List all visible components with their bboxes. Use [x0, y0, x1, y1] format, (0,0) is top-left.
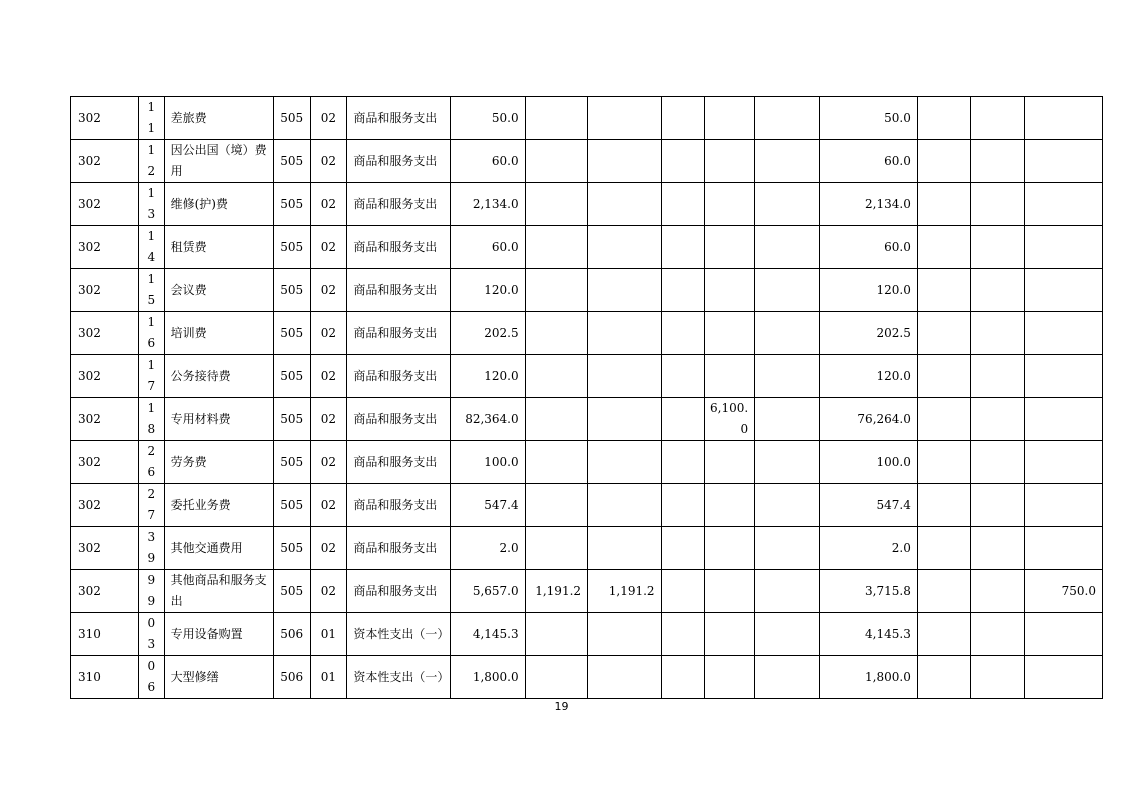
cell-col-1 [525, 527, 587, 570]
cell-col-3 [661, 570, 704, 613]
cell-category: 商品和服务支出 [347, 269, 451, 312]
cell-col-2 [588, 398, 662, 441]
cell-col-8 [971, 613, 1024, 656]
cell-col-2 [588, 613, 662, 656]
cell-sub-code: 02 [310, 226, 347, 269]
cell-func-code: 505 [273, 441, 310, 484]
cell-item-code: 1 6 [138, 312, 164, 355]
cell-sub-code: 02 [310, 312, 347, 355]
cell-col-2: 1,191.2 [588, 570, 662, 613]
table-row [71, 570, 1103, 613]
cell-col-6: 60.0 [819, 226, 917, 269]
cell-total: 50.0 [450, 97, 525, 140]
cell-col-3 [661, 527, 704, 570]
cell-category: 商品和服务支出 [347, 226, 451, 269]
cell-func-code: 506 [273, 656, 310, 699]
cell-col-4 [705, 312, 755, 355]
cell-sub-code: 01 [310, 656, 347, 699]
table-row [71, 269, 1103, 312]
cell-col-7 [917, 312, 970, 355]
cell-col-3 [661, 226, 704, 269]
cell-col-5 [755, 97, 820, 140]
cell-col-8 [971, 226, 1024, 269]
cell-col-5 [755, 269, 820, 312]
cell-total: 547.4 [450, 484, 525, 527]
table-row [71, 527, 1103, 570]
cell-sub-code: 02 [310, 441, 347, 484]
cell-col-2 [588, 484, 662, 527]
cell-total: 5,657.0 [450, 570, 525, 613]
cell-col-6: 120.0 [819, 269, 917, 312]
cell-class-code: 302 [71, 97, 139, 140]
cell-col-4 [705, 441, 755, 484]
cell-col-4 [705, 527, 755, 570]
cell-col-3 [661, 312, 704, 355]
cell-col-5 [755, 484, 820, 527]
cell-col-4 [705, 140, 755, 183]
cell-col-1: 1,191.2 [525, 570, 587, 613]
cell-col-5 [755, 140, 820, 183]
cell-total: 1,800.0 [450, 656, 525, 699]
cell-class-code: 302 [71, 312, 139, 355]
table-row [71, 398, 1103, 441]
cell-col-9 [1024, 527, 1102, 570]
cell-col-1 [525, 226, 587, 269]
cell-category: 商品和服务支出 [347, 570, 451, 613]
cell-func-code: 505 [273, 398, 310, 441]
cell-category: 商品和服务支出 [347, 398, 451, 441]
cell-col-9 [1024, 140, 1102, 183]
cell-col-2 [588, 441, 662, 484]
cell-total: 4,145.3 [450, 613, 525, 656]
budget-table [70, 96, 1103, 699]
cell-col-4 [705, 226, 755, 269]
cell-col-1 [525, 656, 587, 699]
cell-col-4 [705, 97, 755, 140]
cell-col-8 [971, 441, 1024, 484]
cell-item-code: 1 7 [138, 355, 164, 398]
cell-item-code: 1 3 [138, 183, 164, 226]
cell-sub-code: 02 [310, 140, 347, 183]
cell-total: 202.5 [450, 312, 525, 355]
table-row [71, 656, 1103, 699]
cell-col-6: 1,800.0 [819, 656, 917, 699]
cell-col-9 [1024, 183, 1102, 226]
cell-class-code: 310 [71, 613, 139, 656]
cell-col-6: 2.0 [819, 527, 917, 570]
cell-col-8 [971, 355, 1024, 398]
cell-col-9 [1024, 269, 1102, 312]
cell-col-7 [917, 269, 970, 312]
cell-total: 60.0 [450, 226, 525, 269]
cell-class-code: 310 [71, 656, 139, 699]
cell-item-code: 1 1 [138, 97, 164, 140]
cell-col-1 [525, 484, 587, 527]
cell-category: 商品和服务支出 [347, 355, 451, 398]
cell-total: 2.0 [450, 527, 525, 570]
cell-col-5 [755, 527, 820, 570]
cell-col-1 [525, 140, 587, 183]
cell-category: 商品和服务支出 [347, 140, 451, 183]
cell-item-code: 1 4 [138, 226, 164, 269]
cell-col-5 [755, 355, 820, 398]
cell-class-code: 302 [71, 398, 139, 441]
cell-col-6: 60.0 [819, 140, 917, 183]
cell-col-8 [971, 312, 1024, 355]
cell-func-code: 505 [273, 97, 310, 140]
cell-col-9 [1024, 484, 1102, 527]
cell-col-5 [755, 656, 820, 699]
cell-total: 2,134.0 [450, 183, 525, 226]
cell-item-name: 劳务费 [164, 441, 273, 484]
cell-class-code: 302 [71, 269, 139, 312]
cell-col-4 [705, 269, 755, 312]
cell-col-5 [755, 570, 820, 613]
cell-col-3 [661, 613, 704, 656]
cell-col-7 [917, 97, 970, 140]
cell-col-7 [917, 140, 970, 183]
cell-col-3 [661, 355, 704, 398]
cell-item-name: 专用设备购置 [164, 613, 273, 656]
cell-col-9 [1024, 312, 1102, 355]
cell-col-4 [705, 484, 755, 527]
cell-col-5 [755, 183, 820, 226]
cell-col-5 [755, 226, 820, 269]
cell-col-1 [525, 398, 587, 441]
cell-col-4 [705, 570, 755, 613]
cell-sub-code: 02 [310, 484, 347, 527]
cell-col-1 [525, 355, 587, 398]
cell-class-code: 302 [71, 441, 139, 484]
cell-col-9: 750.0 [1024, 570, 1102, 613]
table-row [71, 183, 1103, 226]
cell-sub-code: 02 [310, 570, 347, 613]
cell-col-2 [588, 97, 662, 140]
cell-col-2 [588, 183, 662, 226]
cell-col-8 [971, 656, 1024, 699]
cell-col-3 [661, 484, 704, 527]
cell-col-9 [1024, 355, 1102, 398]
cell-col-1 [525, 269, 587, 312]
cell-col-3 [661, 97, 704, 140]
cell-item-code: 0 3 [138, 613, 164, 656]
cell-total: 82,364.0 [450, 398, 525, 441]
cell-item-code: 0 6 [138, 656, 164, 699]
cell-sub-code: 02 [310, 269, 347, 312]
cell-item-code: 3 9 [138, 527, 164, 570]
cell-class-code: 302 [71, 570, 139, 613]
cell-category: 商品和服务支出 [347, 97, 451, 140]
cell-category: 商品和服务支出 [347, 183, 451, 226]
cell-total: 120.0 [450, 355, 525, 398]
cell-sub-code: 02 [310, 527, 347, 570]
cell-col-6: 100.0 [819, 441, 917, 484]
cell-col-4: 6,100.0 [705, 398, 755, 441]
table-row [71, 97, 1103, 140]
cell-col-7 [917, 570, 970, 613]
cell-class-code: 302 [71, 140, 139, 183]
cell-col-7 [917, 183, 970, 226]
cell-class-code: 302 [71, 226, 139, 269]
cell-item-name: 委托业务费 [164, 484, 273, 527]
cell-col-8 [971, 527, 1024, 570]
cell-col-1 [525, 97, 587, 140]
cell-item-code: 2 7 [138, 484, 164, 527]
cell-category: 商品和服务支出 [347, 441, 451, 484]
cell-col-2 [588, 140, 662, 183]
cell-col-3 [661, 656, 704, 699]
cell-col-8 [971, 484, 1024, 527]
cell-col-5 [755, 441, 820, 484]
table-row [71, 613, 1103, 656]
cell-col-7 [917, 613, 970, 656]
cell-col-9 [1024, 398, 1102, 441]
cell-col-9 [1024, 441, 1102, 484]
cell-class-code: 302 [71, 527, 139, 570]
cell-func-code: 505 [273, 527, 310, 570]
cell-item-name: 专用材料费 [164, 398, 273, 441]
cell-col-8 [971, 269, 1024, 312]
cell-item-name: 会议费 [164, 269, 273, 312]
cell-col-2 [588, 355, 662, 398]
cell-func-code: 505 [273, 355, 310, 398]
cell-total: 120.0 [450, 269, 525, 312]
cell-item-name: 其他商品和服务支出 [164, 570, 273, 613]
cell-col-7 [917, 527, 970, 570]
cell-col-6: 76,264.0 [819, 398, 917, 441]
cell-item-name: 公务接待费 [164, 355, 273, 398]
cell-col-8 [971, 97, 1024, 140]
cell-col-3 [661, 398, 704, 441]
cell-col-6: 3,715.8 [819, 570, 917, 613]
cell-col-7 [917, 398, 970, 441]
cell-col-3 [661, 140, 704, 183]
cell-col-6: 547.4 [819, 484, 917, 527]
cell-col-2 [588, 312, 662, 355]
cell-total: 60.0 [450, 140, 525, 183]
cell-col-5 [755, 613, 820, 656]
cell-item-name: 培训费 [164, 312, 273, 355]
cell-item-code: 9 9 [138, 570, 164, 613]
cell-col-1 [525, 613, 587, 656]
cell-category: 商品和服务支出 [347, 484, 451, 527]
cell-sub-code: 02 [310, 97, 347, 140]
table-row [71, 441, 1103, 484]
cell-category: 商品和服务支出 [347, 312, 451, 355]
cell-col-5 [755, 312, 820, 355]
cell-col-9 [1024, 97, 1102, 140]
cell-col-4 [705, 656, 755, 699]
cell-col-6: 202.5 [819, 312, 917, 355]
cell-col-5 [755, 398, 820, 441]
cell-item-name: 差旅费 [164, 97, 273, 140]
cell-col-7 [917, 656, 970, 699]
cell-col-6: 120.0 [819, 355, 917, 398]
page-number: 19 [554, 700, 569, 713]
cell-class-code: 302 [71, 183, 139, 226]
cell-func-code: 505 [273, 570, 310, 613]
cell-func-code: 505 [273, 312, 310, 355]
cell-col-1 [525, 183, 587, 226]
cell-col-1 [525, 441, 587, 484]
cell-col-7 [917, 441, 970, 484]
cell-item-name: 维修(护)费 [164, 183, 273, 226]
cell-col-4 [705, 183, 755, 226]
cell-func-code: 505 [273, 269, 310, 312]
cell-col-7 [917, 484, 970, 527]
cell-col-8 [971, 570, 1024, 613]
cell-sub-code: 02 [310, 183, 347, 226]
cell-item-code: 1 5 [138, 269, 164, 312]
cell-total: 100.0 [450, 441, 525, 484]
cell-col-2 [588, 656, 662, 699]
cell-category: 资本性支出（一） [347, 656, 451, 699]
cell-col-9 [1024, 613, 1102, 656]
table-row [71, 226, 1103, 269]
cell-col-2 [588, 226, 662, 269]
cell-col-8 [971, 140, 1024, 183]
cell-sub-code: 02 [310, 355, 347, 398]
cell-col-9 [1024, 226, 1102, 269]
cell-col-7 [917, 355, 970, 398]
cell-item-name: 其他交通费用 [164, 527, 273, 570]
cell-col-1 [525, 312, 587, 355]
cell-item-name: 租赁费 [164, 226, 273, 269]
cell-col-2 [588, 527, 662, 570]
cell-category: 商品和服务支出 [347, 527, 451, 570]
cell-col-8 [971, 398, 1024, 441]
cell-func-code: 505 [273, 140, 310, 183]
cell-col-9 [1024, 656, 1102, 699]
cell-col-4 [705, 613, 755, 656]
cell-sub-code: 01 [310, 613, 347, 656]
cell-col-7 [917, 226, 970, 269]
cell-col-3 [661, 441, 704, 484]
cell-col-3 [661, 183, 704, 226]
cell-func-code: 505 [273, 183, 310, 226]
cell-func-code: 506 [273, 613, 310, 656]
cell-item-name: 大型修缮 [164, 656, 273, 699]
table-row [71, 355, 1103, 398]
cell-item-name: 因公出国（境）费用 [164, 140, 273, 183]
cell-class-code: 302 [71, 484, 139, 527]
cell-func-code: 505 [273, 484, 310, 527]
cell-col-3 [661, 269, 704, 312]
cell-col-6: 50.0 [819, 97, 917, 140]
cell-item-code: 1 2 [138, 140, 164, 183]
cell-item-code: 1 8 [138, 398, 164, 441]
cell-col-8 [971, 183, 1024, 226]
cell-col-6: 2,134.0 [819, 183, 917, 226]
table-row [71, 484, 1103, 527]
cell-col-2 [588, 269, 662, 312]
cell-class-code: 302 [71, 355, 139, 398]
table-row [71, 140, 1103, 183]
cell-col-6: 4,145.3 [819, 613, 917, 656]
cell-col-4 [705, 355, 755, 398]
cell-func-code: 505 [273, 226, 310, 269]
cell-item-code: 2 6 [138, 441, 164, 484]
cell-category: 资本性支出（一） [347, 613, 451, 656]
cell-sub-code: 02 [310, 398, 347, 441]
table-row [71, 312, 1103, 355]
